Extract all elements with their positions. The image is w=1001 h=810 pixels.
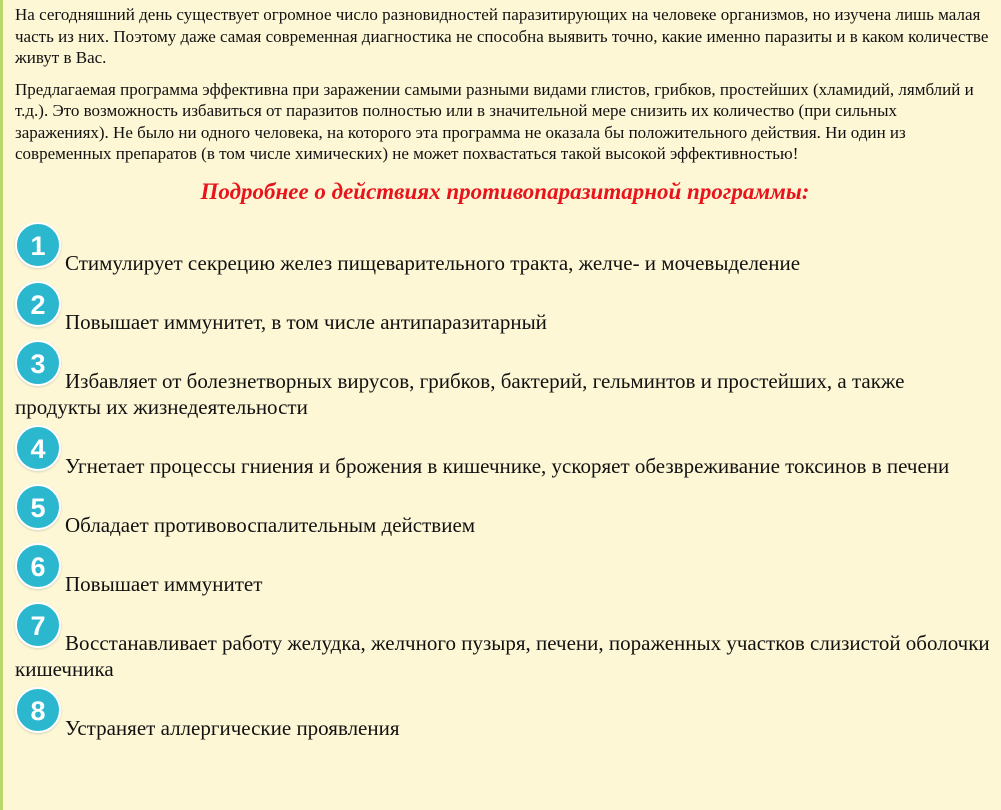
list-item-text: Устраняет аллергические проявления <box>65 715 400 740</box>
intro-paragraph: На сегодняшний день существует огромное число разновидностей паразитирующих на человеке организмов, но изучена лишь малая часть из них. Поэтому даже самая современная диагностика не способна выявить точно, какие именно паразиты и в каком количестве живут в Вас. <box>15 5 989 67</box>
number-badge-icon: 6 <box>15 543 61 589</box>
section-heading: Подробнее о действиях противопаразитарной программы: <box>200 178 810 204</box>
list-item <box>15 281 995 335</box>
list-item <box>15 484 995 538</box>
list-item-text: Угнетает процессы гниения и брожения в кишечнике, ускоряет обезвреживание токсинов в печени <box>65 453 950 478</box>
list-item-text: Восстанавливает работу желудка, желчного пузыря, печени, пораженных участков слизистой оболочки кишечника <box>15 630 990 681</box>
article-content <box>15 4 995 746</box>
number-badge-icon: 5 <box>15 484 61 530</box>
list-item <box>15 602 995 682</box>
list-item <box>15 340 995 420</box>
list-item-text: Избавляет от болезнетворных вирусов, грибков, бактерий, гельминтов и простейших, а также продукты их жизнедеятельности <box>15 368 905 419</box>
list-item <box>15 687 995 741</box>
list-item-text: Повышает иммунитет <box>65 571 263 596</box>
number-badge-icon: 3 <box>15 340 61 386</box>
number-badge-icon: 2 <box>15 281 61 327</box>
benefits-list <box>15 222 995 741</box>
number-badge-icon: 7 <box>15 602 61 648</box>
number-badge-icon: 8 <box>15 687 61 733</box>
list-item-text: Повышает иммунитет, в том числе антипаразитарный <box>65 309 547 334</box>
list-item-text: Стимулирует секрецию желез пищеварительного тракта, желче- и мочевыделение <box>65 250 801 275</box>
number-badge-icon: 1 <box>15 222 61 268</box>
number-badge-icon: 4 <box>15 425 61 471</box>
program-paragraph: Предлагаемая программа эффективна при заражении самыми разными видами глистов, грибков, простейших (хламидий, лямблий и т.д.). Это возможность избавиться от паразитов полностью или в значительной мере снизить их количество (при сильных заражениях). Не было ни одного человека, на которого эта программа не оказала бы положительного действия. Ни один из современных препаратов (в том числе химических) не может похвастаться такой высокой эффективностью! <box>15 79 974 163</box>
list-item <box>15 425 995 479</box>
list-item <box>15 543 995 597</box>
list-item <box>15 222 995 276</box>
list-item-text: Обладает противовоспалительным действием <box>65 512 476 537</box>
left-border-stripe <box>0 0 3 810</box>
